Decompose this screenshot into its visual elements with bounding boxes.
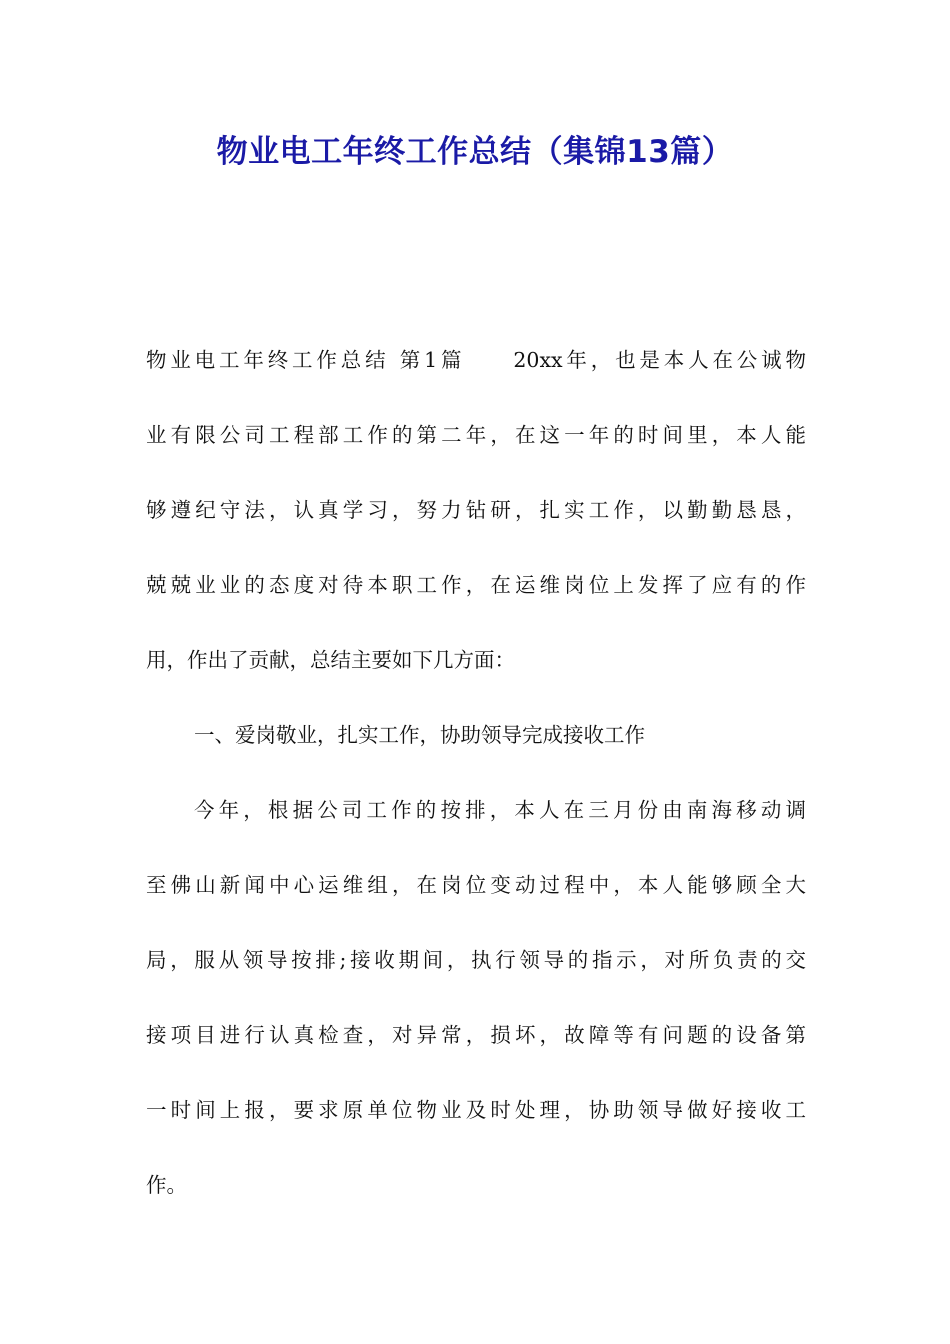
section-heading-inline: 物业电工年终工作总结 第1篇 (146, 348, 466, 372)
document-body (146, 340, 806, 1240)
paragraph-line: 够遵纪守法，认真学习，努力钻研，扎实工作，以勤勤恳恳， (146, 498, 806, 522)
paragraph-line: 用，作出了贡献，总结主要如下几方面： (146, 648, 515, 672)
paragraph-line: 业有限公司工程部工作的第二年，在这一年的时间里，本人能 (146, 423, 806, 447)
paragraph-line: 作。 (146, 1173, 187, 1197)
section-heading: 一、爱岗敬业，扎实工作，协助领导完成接收工作 (194, 723, 645, 747)
document-title: 物业电工年终工作总结（集锦13篇） (216, 134, 734, 170)
paragraph-line: 今年，根据公司工作的按排，本人在三月份由南海移动调 (194, 798, 806, 822)
paragraph-text: 20xx年，也是本人在公诚物 (513, 348, 806, 372)
paragraph-line: 接项目进行认真检查，对异常，损坏，故障等有问题的设备第 (146, 1023, 806, 1047)
paragraph-line: 局，服从领导按排;接收期间，执行领导的指示，对所负责的交 (146, 948, 806, 972)
paragraph-line (146, 340, 806, 415)
paragraph-line: 一时间上报，要求原单位物业及时处理，协助领导做好接收工 (146, 1098, 806, 1122)
paragraph-line: 至佛山新闻中心运维组，在岗位变动过程中，本人能够顾全大 (146, 873, 806, 897)
paragraph-line: 兢兢业业的态度对待本职工作，在运维岗位上发挥了应有的作 (146, 573, 806, 597)
